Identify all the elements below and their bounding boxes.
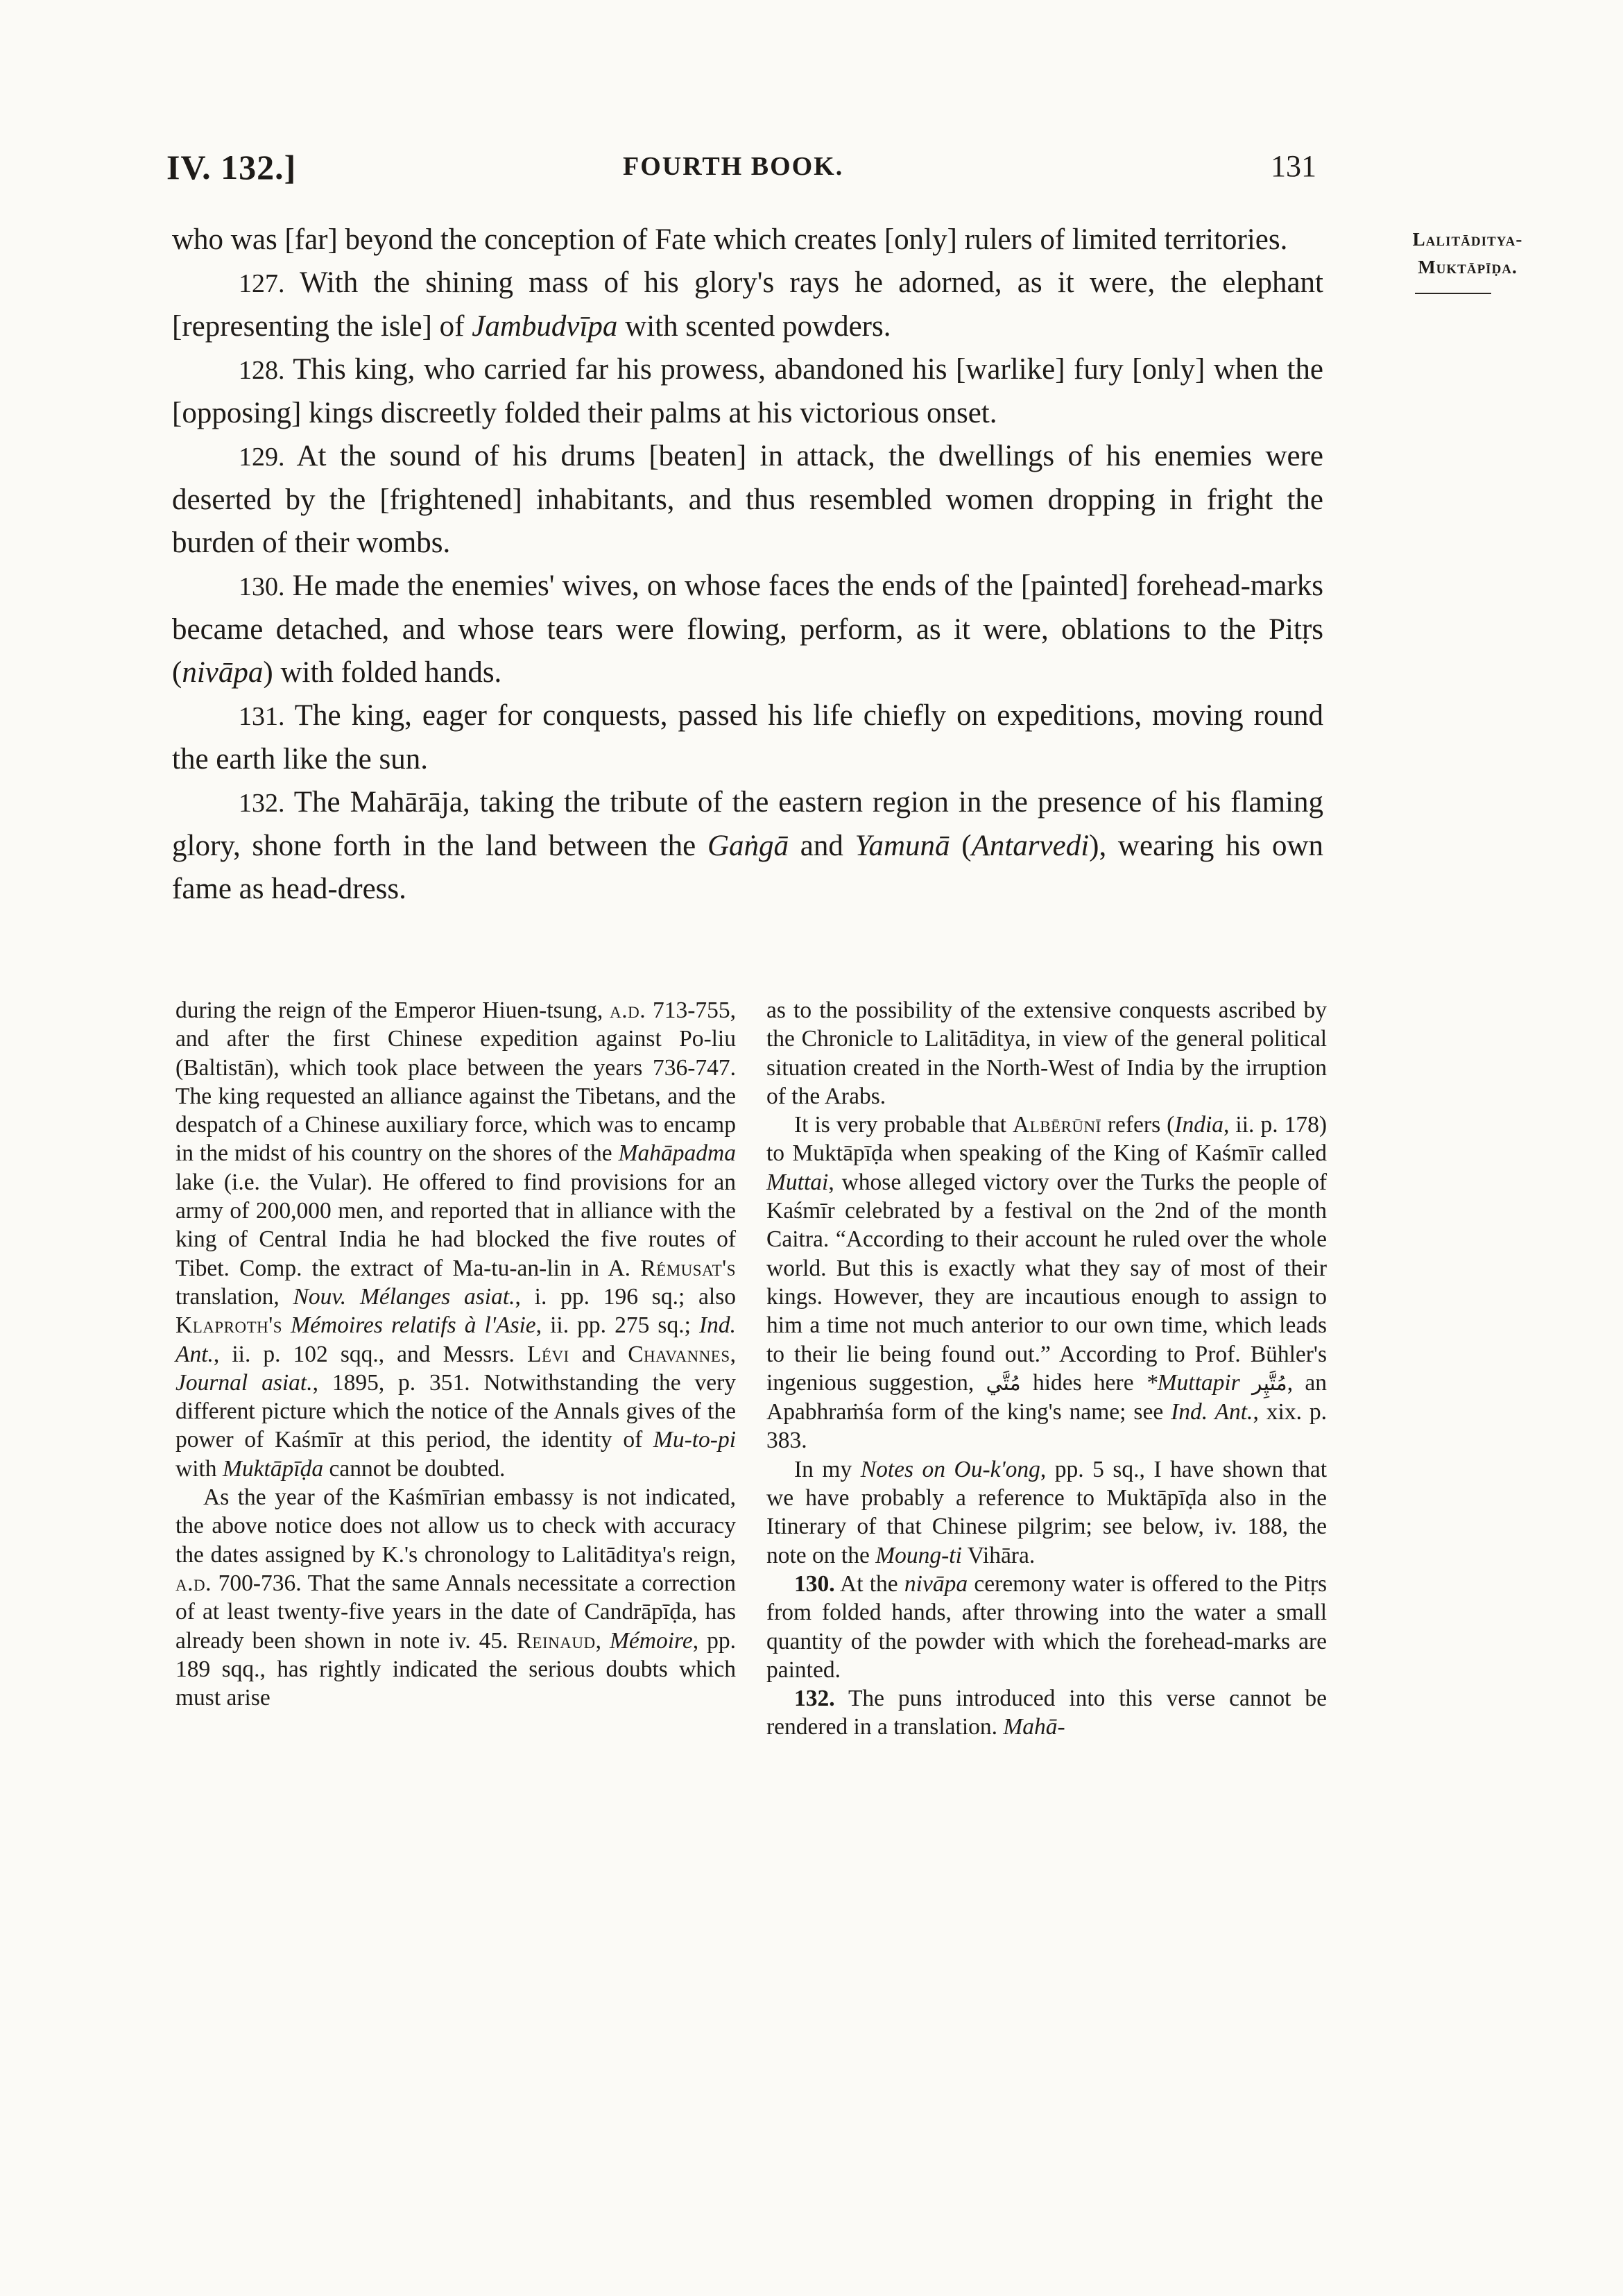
verse-131: 131. The king, eager for conquests, passed his life chiefly on expeditions, moving round the earth like the sun. — [172, 699, 1323, 776]
verse-130: 130. He made the enemies' wives, on whose faces the ends of the [painted] forehead-marks became detached, and whose tears were flowing, perform, as it were, oblations to the Pitṛs (nivāpa) with folded hands. — [172, 569, 1323, 689]
footnotes-right-column — [766, 996, 1327, 1742]
verse-128: 128. This king, who carried far his prowess, abandoned his [warlike] fury [only] when the [opposing] kings discreetly folded their palms at his victorious onset. — [172, 353, 1323, 429]
verse-132: 132. The Mahārāja, taking the tribute of the eastern region in the presence of his flaming glory, shone forth in the land between the Gaṅgā and Yamunā (Antarvedi), wearing his own fame as head-dress. — [172, 786, 1324, 905]
section-reference: IV. 132.] — [166, 148, 297, 187]
footnotes-left-column — [175, 996, 736, 1712]
running-title: FOURTH BOOK. — [623, 152, 844, 181]
verse-number: 131. — [239, 702, 285, 731]
footnote-paragraph: In my Notes on Ou-k'ong, pp. 5 sq., I have shown that we have probably a reference to Muktāpīḍa also in the Itinerary of that Chinese pilgrim; see below, iv. 188, the note on the Moung-ti Vihāra. — [766, 1456, 1328, 1568]
margin-heading-line1: Lalitāditya- — [1412, 229, 1523, 250]
footnote-paragraph: during the reign of the Emperor Hiuen-tsung, a.d. 713-755, and after the first Chinese expedition against Po-liu (Baltistān), which took place between the years 736-747. The king requested an alliance against the Tibetans, and the despatch of a Chinese auxiliary force, which was to encamp in the midst of his country on the shores of the Mahāpadma lake (i.e. the Vular). He offered to find provisions for an army of 200,000 men, and reported that in alliance with the king of Central India he had blocked the five routes of Tibet. Comp. the extract of Ma-tu-an-lin in A. Rémusat's translation, Nouv. Mélanges asiat., i. pp. 196 sq.; also Klaproth's Mémoires relatifs à l'Asie, ii. pp. 275 sq.; Ind. Ant., ii. p. 102 sqq., and Messrs. Lévi and Chavannes, Journal asiat., 1895, p. 351. Notwithstanding the very different picture which the notice of the Annals gives of the power of Kaśmīr at this period, the identity of Mu-to-pi with Muktāpīḍa cannot be doubted. — [175, 997, 737, 1482]
verse-number: 129. — [239, 443, 285, 472]
footnote-132: 132. The puns introduced into this verse cannot be rendered in a translation. Mahā- — [766, 1686, 1327, 1740]
verse-129: 129. At the sound of his drums [beaten] in attack, the dwellings of his enemies were deserted by the [frightened] inhabitants, and thus resembled women dropping in fright the burden of their wombs. — [172, 440, 1323, 559]
verse-number: 130. — [239, 572, 285, 601]
verse-continuation: who was [far] beyond the conception of Fate which creates [only] rulers of limited territories. — [172, 223, 1288, 256]
footnote-paragraph: As the year of the Kaśmīrian embassy is not indicated, the above notice does not allow us to check with accuracy the dates assigned by K.'s chronology to Lalitāditya's reign, a.d. 700-736. That the same Annals necessitate a correction of at least twenty-five years in the date of Candrāpīḍa, has already been shown in note iv. 45. Reinaud, Mémoire, pp. 189 sqq., has rightly indicated the serious doubts which must arise — [175, 1484, 737, 1711]
verse-number: 128. — [239, 356, 285, 385]
page-number: 131 — [1271, 149, 1316, 183]
margin-rule — [1415, 293, 1491, 294]
margin-heading-line2: Muktāpīḍa. — [1418, 257, 1518, 277]
margin-heading — [1364, 225, 1572, 281]
main-text — [172, 219, 1323, 911]
verse-127: 127. With the shining mass of his glory's rays he adorned, as it were, the elephant [representing the isle] of Jambudvīpa with scented powders. — [172, 266, 1323, 343]
verse-number: 132. — [239, 789, 285, 818]
verse-number: 127. — [239, 269, 285, 298]
footnote-130: 130. At the nivāpa ceremony water is offered to the Pitṛs from folded hands, after throwing into the water a small quantity of the powder with which the forehead-marks are painted. — [766, 1570, 1328, 1683]
footnote-paragraph: as to the possibility of the extensive conquests ascribed by the Chronicle to Lalitāditya, in view of the general political situation created in the North-West of India by the irruption of the Arabs. — [766, 997, 1327, 1109]
footnote-paragraph: It is very probable that Albērūnī refers (India, ii. p. 178) to Muktāpīḍa when speaking of the King of Kaśmīr called Muttai, whose alleged victory over the Turks the people of Kaśmīr celebrated by a festival on the 2nd of the month Caitra. “According to their account he ruled over the whole world. But this is exactly what they say of most of their kings. However, they are incautious enough to assign to him a time not much anterior to our own time, which leads to their lie being found out.” According to Prof. Bühler's ingenious suggestion, مُتَّي hides here *Muttapir مُتَّپِر, an Apabhraṁśa form of the king's name; see Ind. Ant., xix. p. 383. — [766, 1112, 1328, 1454]
